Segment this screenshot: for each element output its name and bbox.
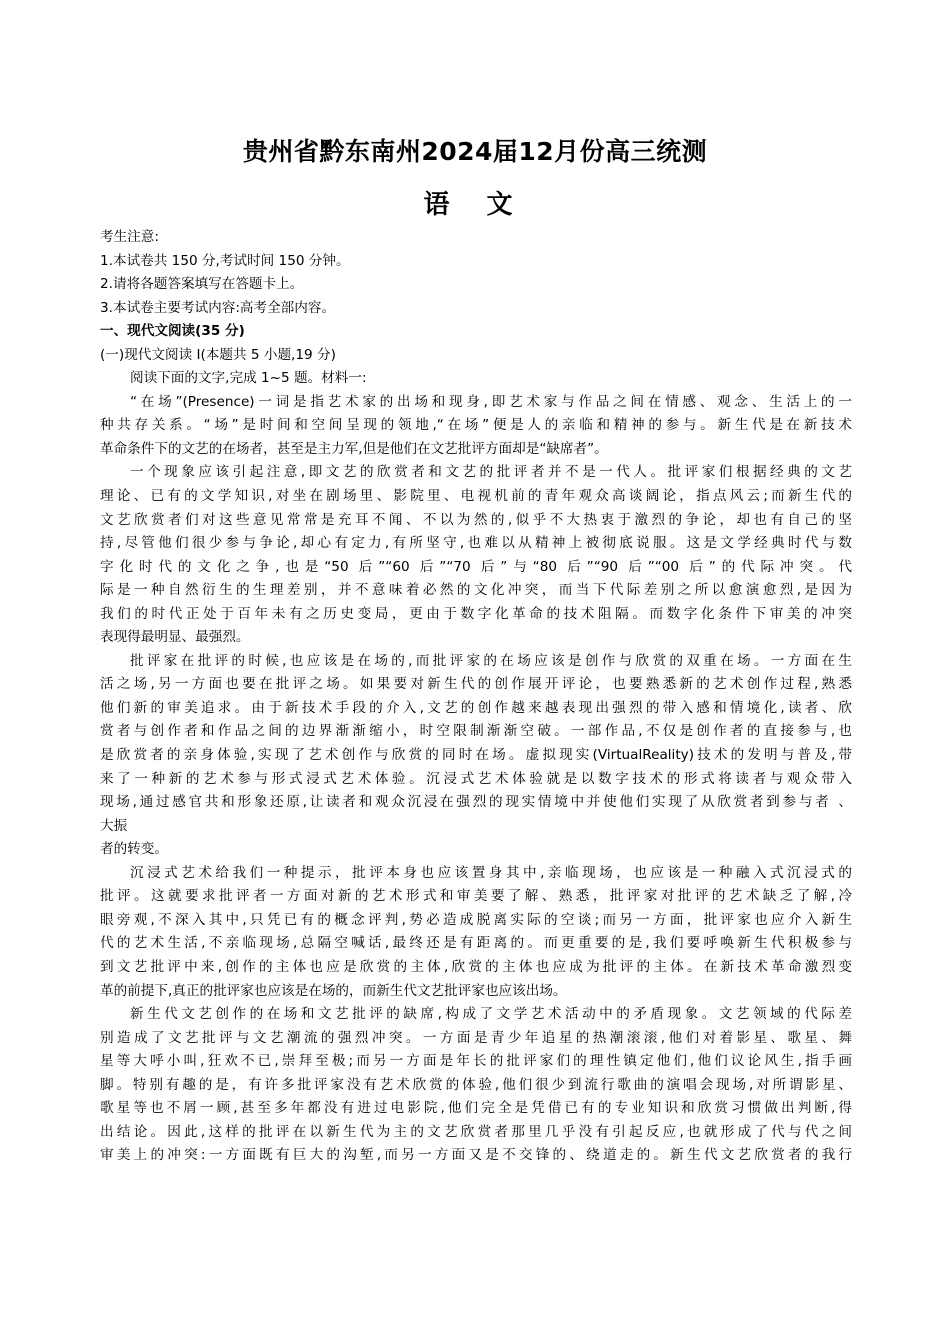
paragraph-line: 星等大呼小叫,狂欢不已,崇拜至极;而另一方面是年长的批评家们的理性镇定他们,他们议论风生,指手画 [100,1053,852,1070]
notice-item: 1.本试卷共 150 分,考试时间 150 分钟。 [100,252,350,269]
article-paragraph [100,862,852,1003]
paragraph-line: 大振 [100,817,128,834]
section-subheading: (一)现代文阅读 I(本题共 5 小题,19 分) [100,346,336,363]
paragraph-line: 审美上的冲突:一方面既有巨大的沟堑,而另一方面又是不交锋的、绕道走的。新生代文艺欣赏者的我行 [100,1147,852,1164]
paragraph-line: 别造成了文艺批评与文艺潮流的强烈冲突。一方面是青少年追星的热潮滚滚,他们对着影星、歌星、舞 [100,1029,852,1046]
paragraph-line: 新生代文艺创作的在场和文艺批评的缺席,构成了文学艺术活动中的矛盾现象。文艺领域的代际差 [130,1006,852,1023]
paragraph-line: 一个现象应该引起注意,即文艺的欣赏者和文艺的批评者并不是一代人。批评家们根据经典的文艺 [130,464,852,481]
paragraph-line: 者的转变。 [100,841,168,858]
paragraph-line: 沉浸式艺术给我们一种提示，批评本身也应该置身其中,亲临现场，也应该是一种融入式沉浸式的 [130,864,852,881]
paragraph-line: 革命条件下的文艺的在场者，甚至是主力军,但是他们在文艺批评方面却是“缺席者”。 [100,440,608,457]
article-paragraph [100,461,852,649]
paragraph-line: 歌星等也不屑一顾,甚至多年都没有进过电影院,他们完全是凭借已有的专业知识和欣赏习惯做出判断,得 [100,1100,852,1117]
paragraph-line: 字化时代的文化之争,也是“50 后”“60 后”“70 后”与“80 后”“90 后”“00 后”的代际冲突。代 [100,558,852,575]
notice-item: 3.本试卷主要考试内容:高考全部内容。 [100,299,336,316]
paragraph-line: 是欣赏者的亲身体验,实现了艺术创作与欣赏的同时在场。虚拟现实(VirtualReality)技术的发明与普及,带 [100,747,852,764]
paragraph-line: 到文艺批评中来,创作的主体也应是欣赏的主体,欣赏的主体也应成为批评的主体。在新技术革命激烈变 [100,958,852,975]
paragraph-line: 批评家在批评的时候,也应该是在场的,而批评家的在场应该是创作与欣赏的双重在场。一方面在生 [130,652,852,669]
paragraph-line: 批评。这就要求批评者一方面对新的艺术形式和审美要了解、熟悉，批评家对批评的艺术缺乏了解,冷 [100,888,852,905]
article-paragraph [100,391,852,462]
subject-title: 语 文 [423,190,527,220]
paragraph-line: 他们新的审美追求。由于新技术手段的介入,文艺的创作越来越表现出强烈的带入感和情境化,读者、欣 [100,699,852,716]
paragraph-line: 种共存关系。“场”是时间和空间呈现的领地,“在场”便是人的亲临和精神的参与。新生代是在新技术 [100,417,852,434]
paragraph-line: 表现得最明显、最强烈。 [100,629,250,646]
article-paragraph [100,650,852,862]
paragraph-line: “在场”(Presence)一词是指艺术家的出场和现身,即艺术家与作品之间在情感、观念、生活上的一 [130,393,852,410]
paragraph-line: 出结论。因此,这样的批评在以新生代为主的文艺欣赏者那里几乎没有引起反应,也就形成了代与代之间 [100,1123,852,1140]
notice-heading: 考生注意: [100,229,159,245]
paragraph-line: 活之场,另一方面也要在批评之场。如果要对新生代的创作展开评论，也要熟悉新的艺术创作过程,熟悉 [100,676,852,693]
reading-instruction: 阅读下面的文字,完成 1~5 题。材料一: [130,370,367,387]
exam-body [100,226,852,1168]
paragraph-line: 现场,通过感官共和形象还原,让读者和观众沉浸在强烈的现实情境中并使他们实现了从欣赏者到参与者 、 [100,794,852,811]
paragraph-line: 赏者与创作者和作品之间的边界渐渐缩小，时空限制渐渐空破。一部作品,不仅是创作者的直接参与,也 [100,723,852,740]
paragraph-line: 革的前提下,真正的批评家也应该是在场的，而新生代文艺批评家也应该出场。 [100,982,567,999]
notice-item: 2.请将各题答案填写在答题卡上。 [100,276,304,293]
paragraph-line: 文艺欣赏者们对这些意见常常是充耳不闻、不以为然的,似乎不大热衷于激烈的争论，却也有自己的坚 [100,511,852,528]
section-heading: 一、现代文阅读(35 分) [100,323,245,340]
paragraph-line: 理论、已有的文学知识,对坐在剧场里、影院里、电视机前的青年观众高谈阔论，指点风云;而新生代的 [100,488,852,505]
paragraph-line: 代的艺术生活,不亲临现场,总隔空喊话,最终还是有距离的。而更重要的是,我们要呼唤新生代积极参与 [100,935,852,952]
article-paragraph [100,1003,852,1168]
paragraph-line: 来了一种新的艺术参与形式浸式艺术体验。沉浸式艺术体验就是以数字技术的形式将读者与观众带入 [100,770,852,787]
paragraph-line: 持,尽管他们很少参与争论,却心有定力,有所坚守,也难以从精神上被彻底说服。这是文学经典时代与数 [100,535,852,552]
paragraph-line: 我们的时代正处于百年未有之历史变局，更由于数字化革命的技术阻隔。而数字化条件下审美的冲突 [100,605,852,622]
exam-title: 贵州省黔东南州2024届12月份高三统测 [242,137,708,166]
paragraph-line: 脚。特别有趣的是，有许多批评家没有艺术欣赏的体验,他们很少到流行歌曲的演唱会现场,对所谓影星、 [100,1076,852,1093]
paragraph-line: 眼旁观,不深入其中,只凭已有的概念评判,势必造成脱离实际的空谈;而另一方面，批评家也应介入新生 [100,911,852,928]
paragraph-line: 际是一种自然衍生的生理差别，并不意味着必然的文化冲突，而当下代际差别之所以愈演愈烈,是因为 [100,582,852,599]
